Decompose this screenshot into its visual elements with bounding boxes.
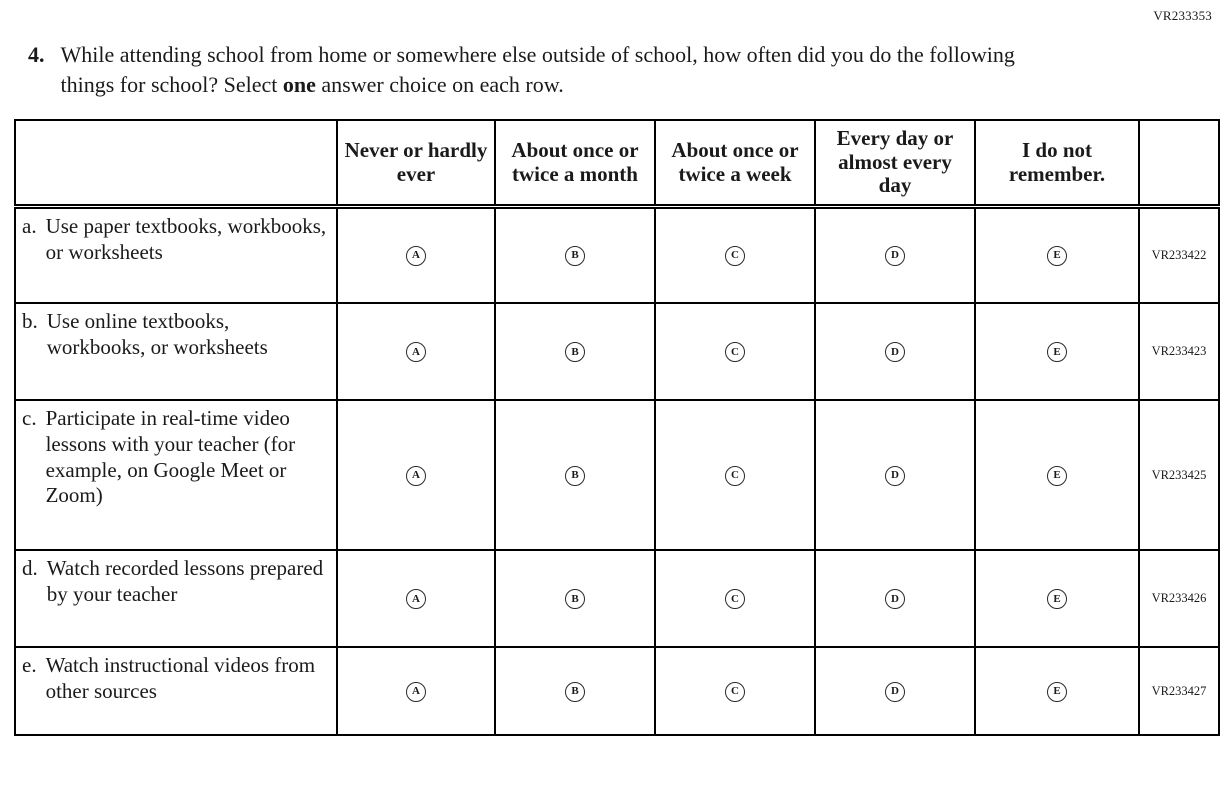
row-label: Use paper textbooks, workbooks, or worksheets	[45, 213, 327, 264]
option-bubble-e[interactable]: E	[1047, 246, 1067, 266]
column-header-month: About once or twice a month	[495, 120, 655, 206]
header-empty	[15, 120, 337, 206]
option-cell	[655, 303, 815, 400]
row-label: Watch instructional videos from other sources	[45, 653, 316, 704]
option-cell	[337, 303, 495, 400]
question-text-part1: While attending school from home or somewhere else outside of school, how often did you do the following things for school? Select	[60, 42, 1015, 97]
row-letter: d.	[22, 556, 38, 581]
option-bubble-c[interactable]: C	[725, 466, 745, 486]
column-header-remember: I do not remember.	[975, 120, 1139, 206]
option-bubble-a[interactable]: A	[406, 342, 426, 362]
option-bubble-c[interactable]: C	[725, 682, 745, 702]
option-cell	[655, 400, 815, 550]
option-cell	[495, 550, 655, 647]
option-bubble-b[interactable]: B	[565, 342, 585, 362]
option-cell	[337, 647, 495, 735]
survey-table	[14, 119, 1220, 736]
row-label-cell	[15, 206, 337, 303]
table-row-c	[15, 400, 1219, 550]
option-bubble-d[interactable]: D	[885, 246, 905, 266]
option-cell	[337, 400, 495, 550]
option-bubble-a[interactable]: A	[406, 466, 426, 486]
question-text	[61, 40, 1071, 99]
row-letter: a.	[22, 213, 37, 238]
option-bubble-d[interactable]: D	[885, 682, 905, 702]
row-label: Use online textbooks, workbooks, or worksheets	[46, 309, 268, 360]
column-header-never: Never or hardly ever	[337, 120, 495, 206]
row-label: Watch recorded lessons prepared by your teacher	[46, 556, 324, 607]
option-bubble-b[interactable]: B	[565, 589, 585, 609]
row-code: VR233427	[1139, 647, 1219, 735]
option-bubble-b[interactable]: B	[565, 682, 585, 702]
option-bubble-e[interactable]: E	[1047, 682, 1067, 702]
column-header-week: About once or twice a week	[655, 120, 815, 206]
option-cell	[495, 400, 655, 550]
option-bubble-c[interactable]: C	[725, 342, 745, 362]
table-row-a	[15, 206, 1219, 303]
option-cell	[337, 206, 495, 303]
option-cell	[975, 303, 1139, 400]
option-cell	[655, 206, 815, 303]
question-block	[28, 40, 1218, 99]
row-label-cell	[15, 400, 337, 550]
option-bubble-b[interactable]: B	[565, 246, 585, 266]
row-letter: b.	[22, 309, 38, 334]
option-bubble-a[interactable]: A	[406, 682, 426, 702]
option-cell	[815, 550, 975, 647]
option-bubble-d[interactable]: D	[885, 589, 905, 609]
option-bubble-d[interactable]: D	[885, 466, 905, 486]
option-cell	[495, 206, 655, 303]
option-bubble-d[interactable]: D	[885, 342, 905, 362]
row-code: VR233423	[1139, 303, 1219, 400]
row-letter: e.	[22, 653, 37, 678]
option-bubble-e[interactable]: E	[1047, 466, 1067, 486]
question-text-bold: one	[282, 71, 316, 97]
column-header-everyday: Every day or almost every day	[815, 120, 975, 206]
option-cell	[655, 647, 815, 735]
row-label-cell	[15, 550, 337, 647]
table-row-e	[15, 647, 1219, 735]
option-cell	[337, 550, 495, 647]
header-code-empty	[1139, 120, 1219, 206]
option-cell	[495, 647, 655, 735]
option-cell	[495, 303, 655, 400]
option-cell	[815, 303, 975, 400]
option-bubble-c[interactable]: C	[725, 589, 745, 609]
question-text-part2: answer choice on each row.	[315, 71, 564, 97]
row-label-cell	[15, 647, 337, 735]
row-code: VR233422	[1139, 206, 1219, 303]
option-cell	[975, 206, 1139, 303]
table-row-d	[15, 550, 1219, 647]
row-letter: c.	[22, 406, 37, 431]
option-bubble-b[interactable]: B	[565, 466, 585, 486]
option-bubble-a[interactable]: A	[406, 246, 426, 266]
header-row	[15, 120, 1219, 206]
option-cell	[975, 550, 1139, 647]
row-label: Participate in real-time video lessons with your teacher (for example, on Google Meet or Zoom)	[45, 406, 296, 508]
form-code: VR233353	[1153, 8, 1212, 23]
table-row-b	[15, 303, 1219, 400]
option-cell	[815, 400, 975, 550]
option-cell	[655, 550, 815, 647]
row-code: VR233425	[1139, 400, 1219, 550]
option-cell	[975, 647, 1139, 735]
option-bubble-a[interactable]: A	[406, 589, 426, 609]
option-cell	[815, 206, 975, 303]
option-bubble-e[interactable]: E	[1047, 589, 1067, 609]
question-number: 4.	[28, 42, 45, 67]
option-bubble-e[interactable]: E	[1047, 342, 1067, 362]
option-cell	[975, 400, 1139, 550]
row-label-cell	[15, 303, 337, 400]
option-bubble-c[interactable]: C	[725, 246, 745, 266]
option-cell	[815, 647, 975, 735]
row-code: VR233426	[1139, 550, 1219, 647]
